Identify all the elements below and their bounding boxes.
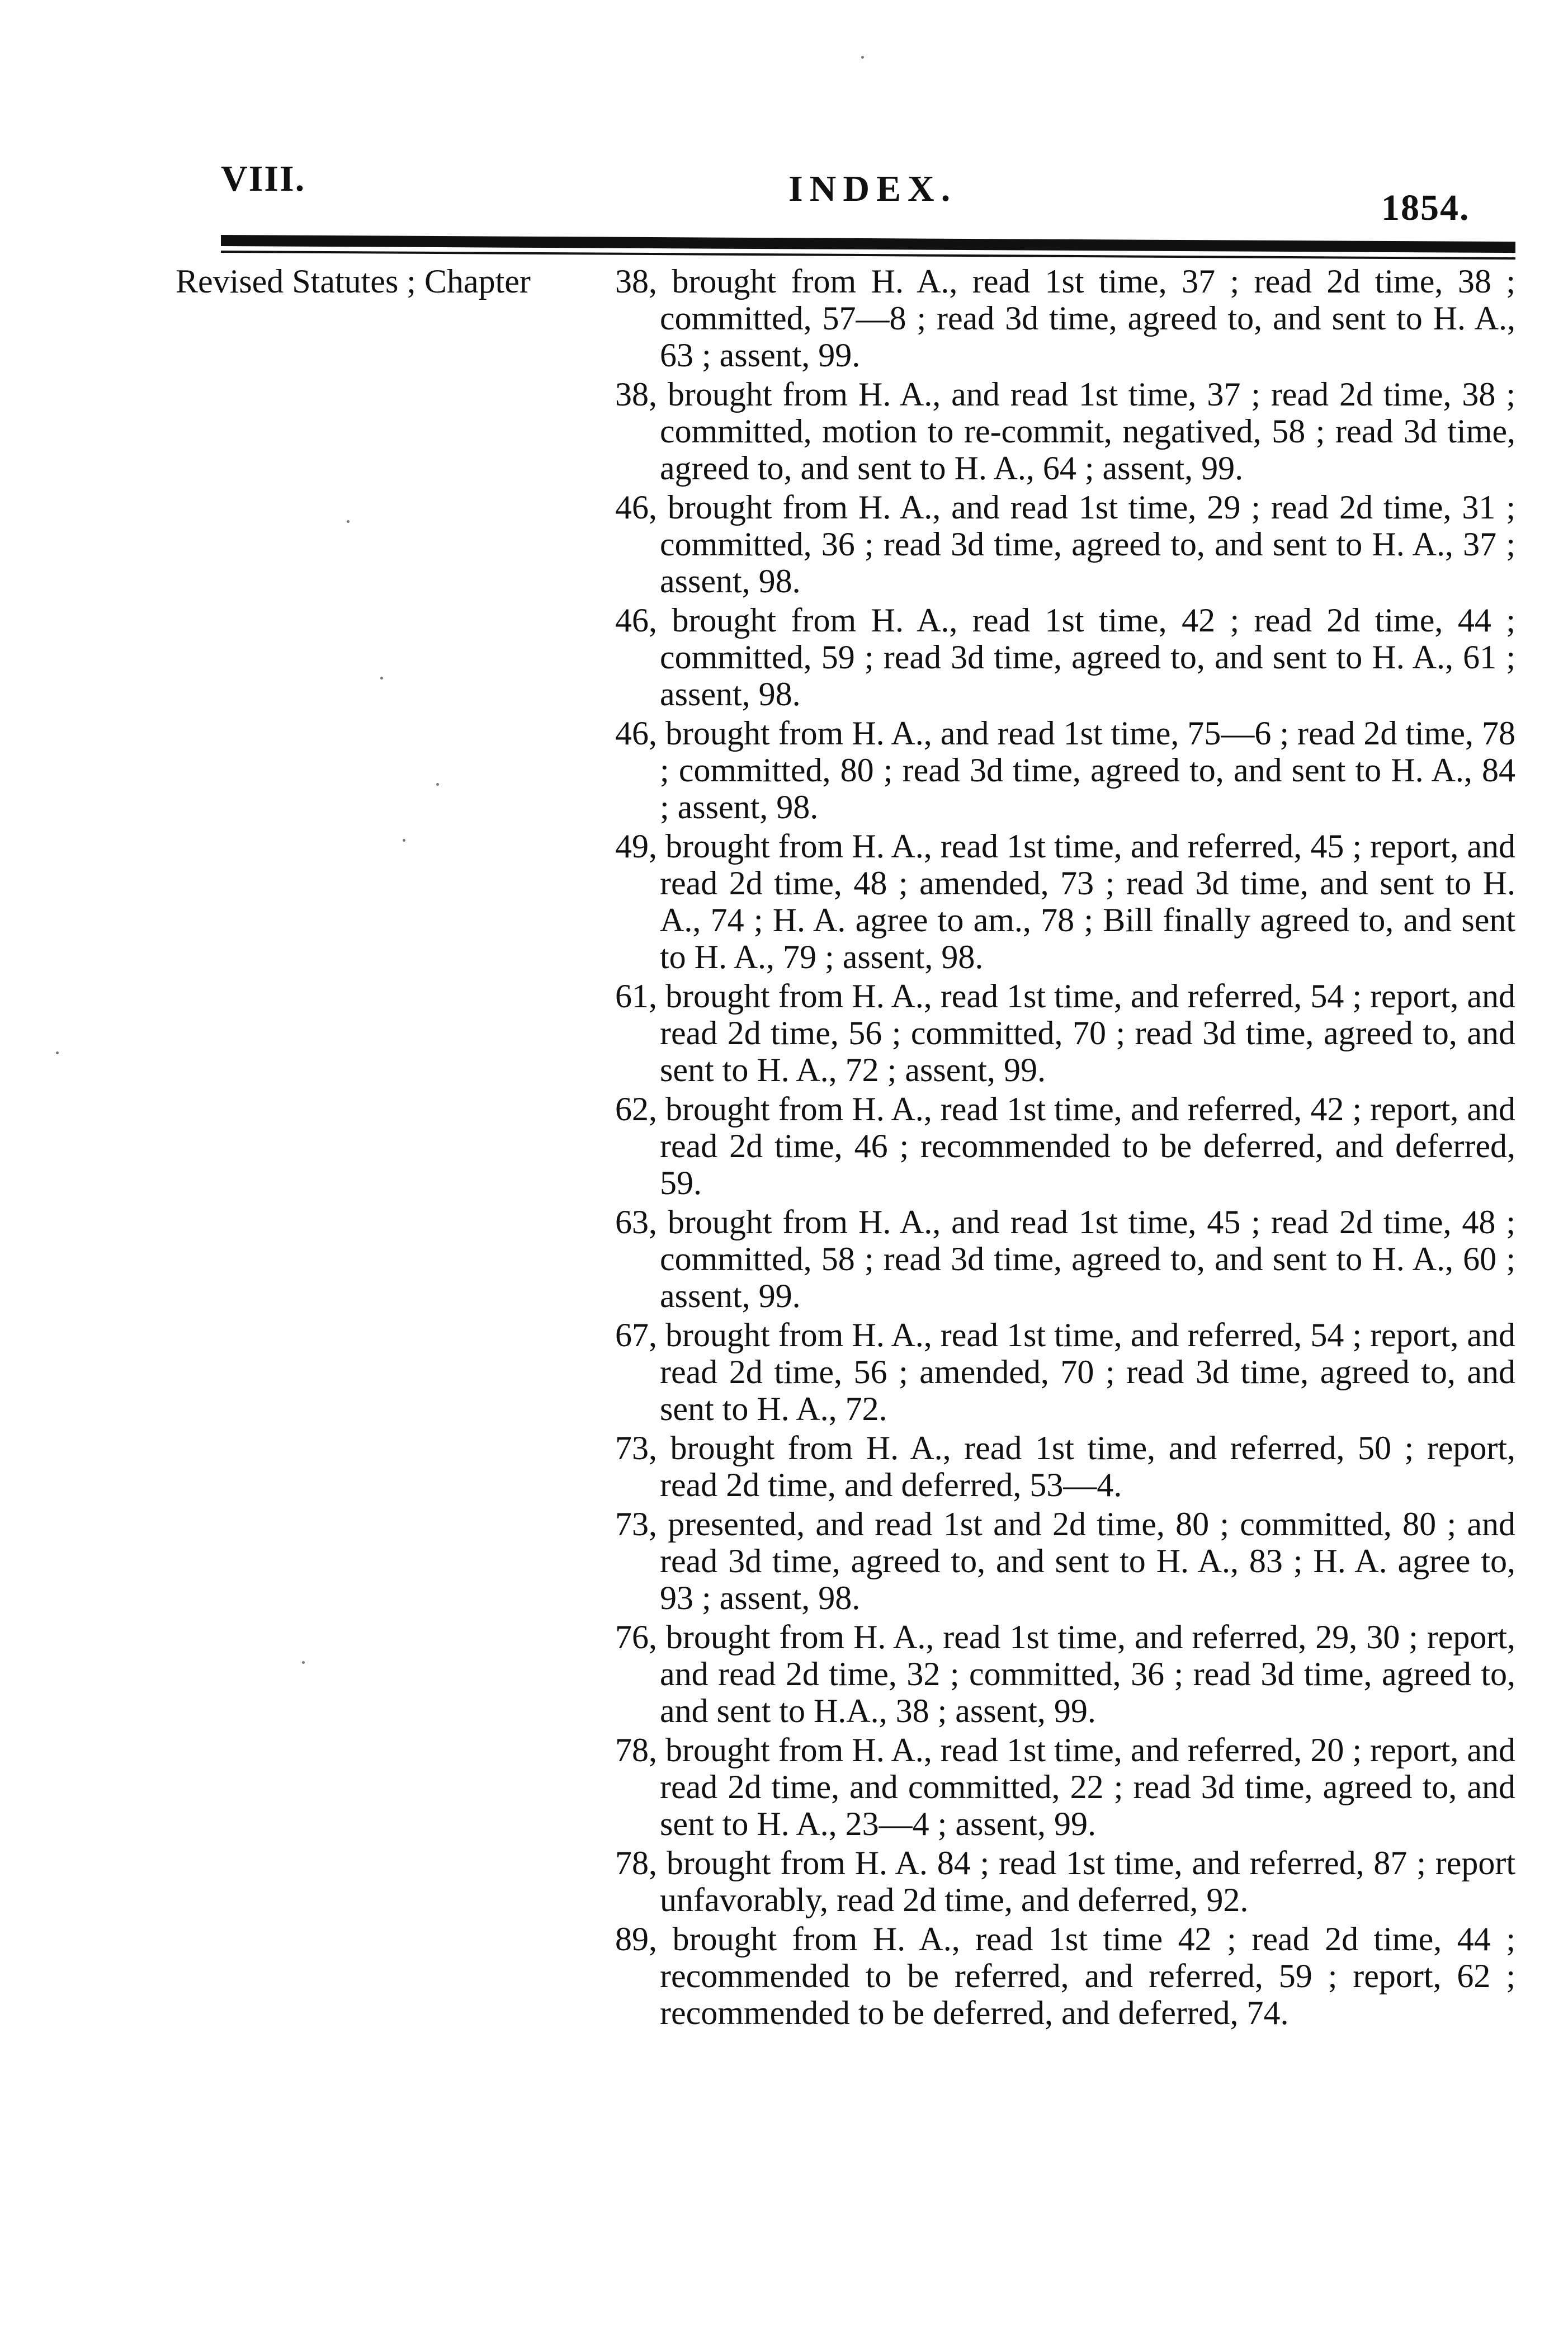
page-title: INDEX. — [788, 168, 957, 209]
index-entry: 46, brought from H. A., read 1st time, 42 ; read 2d time, 44 ; committed, 59 ; read 3d time, agreed to, and sent to H. A., 61 ; assent, 98. — [615, 602, 1515, 713]
index-entry: 49, brought from H. A., read 1st time, and referred, 45 ; report, and read 2d time, 48 ; amended, 73 ; read 3d time, and sent to H. A., 74 ; H. A. agree to am., 78 ; Bill finally agreed to, and sent to H. A., 79 ; assent, 98. — [615, 828, 1515, 975]
index-entry: 89, brought from H. A., read 1st time 42 ; read 2d time, 44 ; recommended to be referred, and referred, 59 ; report, 62 ; recommended to be deferred, and deferred, 74. — [615, 1921, 1515, 2031]
page-year: 1854. — [1381, 187, 1470, 228]
paper-speck — [861, 56, 864, 59]
index-entry: 38, brought from H. A., read 1st time, 37 ; read 2d time, 38 ; committed, 57—8 ; read 3d time, agreed to, and sent to H. A., 63 ; assent, 99. — [615, 263, 1515, 374]
index-entry: 62, brought from H. A., read 1st time, and referred, 42 ; report, and read 2d time, 46 ; recommended to be deferred, and deferred, 59. — [615, 1091, 1515, 1201]
index-entry: 78, brought from H. A., read 1st time, and referred, 20 ; report, and read 2d time, and committed, 22 ; read 3d time, agreed to, and sent to H. A., 23—4 ; assent, 99. — [615, 1732, 1515, 1842]
index-entry: 63, brought from H. A., and read 1st time, 45 ; read 2d time, 48 ; committed, 58 ; read 3d time, agreed to, and sent to H. A., 60 ; assent, 99. — [615, 1204, 1515, 1314]
index-entry: 61, brought from H. A., read 1st time, and referred, 54 ; report, and read 2d time, 56 ; committed, 70 ; read 3d time, agreed to, and sent to H. A., 72 ; assent, 99. — [615, 978, 1515, 1088]
index-entry: 73, presented, and read 1st and 2d time, 80 ; committed, 80 ; and read 3d time, agreed to, and sent to H. A., 83 ; H. A. agree to, 93 ; assent, 98. — [615, 1506, 1515, 1616]
index-entries — [615, 263, 1515, 2034]
index-entry: 76, brought from H. A., read 1st time, and referred, 29, 30 ; report, and read 2d time, 32 ; committed, 36 ; read 3d time, agreed to, and sent to H.A., 38 ; assent, 99. — [615, 1619, 1515, 1729]
paper-speck — [403, 839, 405, 842]
index-entry: 38, brought from H. A., and read 1st time, 37 ; read 2d time, 38 ; committed, motion to re-commit, negatived, 58 ; read 3d time, agreed to, and sent to H. A., 64 ; assent, 99. — [615, 376, 1515, 487]
paper-speck — [302, 1661, 305, 1664]
index-entry: 46, brought from H. A., and read 1st time, 29 ; read 2d time, 31 ; committed, 36 ; read 3d time, agreed to, and sent to H. A., 37 ; assent, 98. — [615, 489, 1515, 600]
page-number: VIII. — [221, 158, 306, 199]
paper-speck — [56, 1051, 59, 1054]
index-entry: 78, brought from H. A. 84 ; read 1st time, and referred, 87 ; report unfavorably, read 2d time, and deferred, 92. — [615, 1845, 1515, 1918]
header-rule — [221, 235, 1515, 253]
paper-speck — [380, 677, 383, 680]
paper-speck — [436, 783, 439, 786]
paper-speck — [347, 520, 350, 523]
index-entry: 46, brought from H. A., and read 1st time, 75—6 ; read 2d time, 78 ; committed, 80 ; read 3d time, agreed to, and sent to H. A., 84 ; assent, 98. — [615, 715, 1515, 826]
index-entry: 73, brought from H. A., read 1st time, and referred, 50 ; report, read 2d time, and deferred, 53—4. — [615, 1430, 1515, 1503]
header-rule-thin — [221, 251, 1515, 260]
index-heading: Revised Statutes ; Chapter — [176, 263, 531, 300]
index-entry: 67, brought from H. A., read 1st time, and referred, 54 ; report, and read 2d time, 56 ; amended, 70 ; read 3d time, agreed to, and sent to H. A., 72. — [615, 1317, 1515, 1427]
